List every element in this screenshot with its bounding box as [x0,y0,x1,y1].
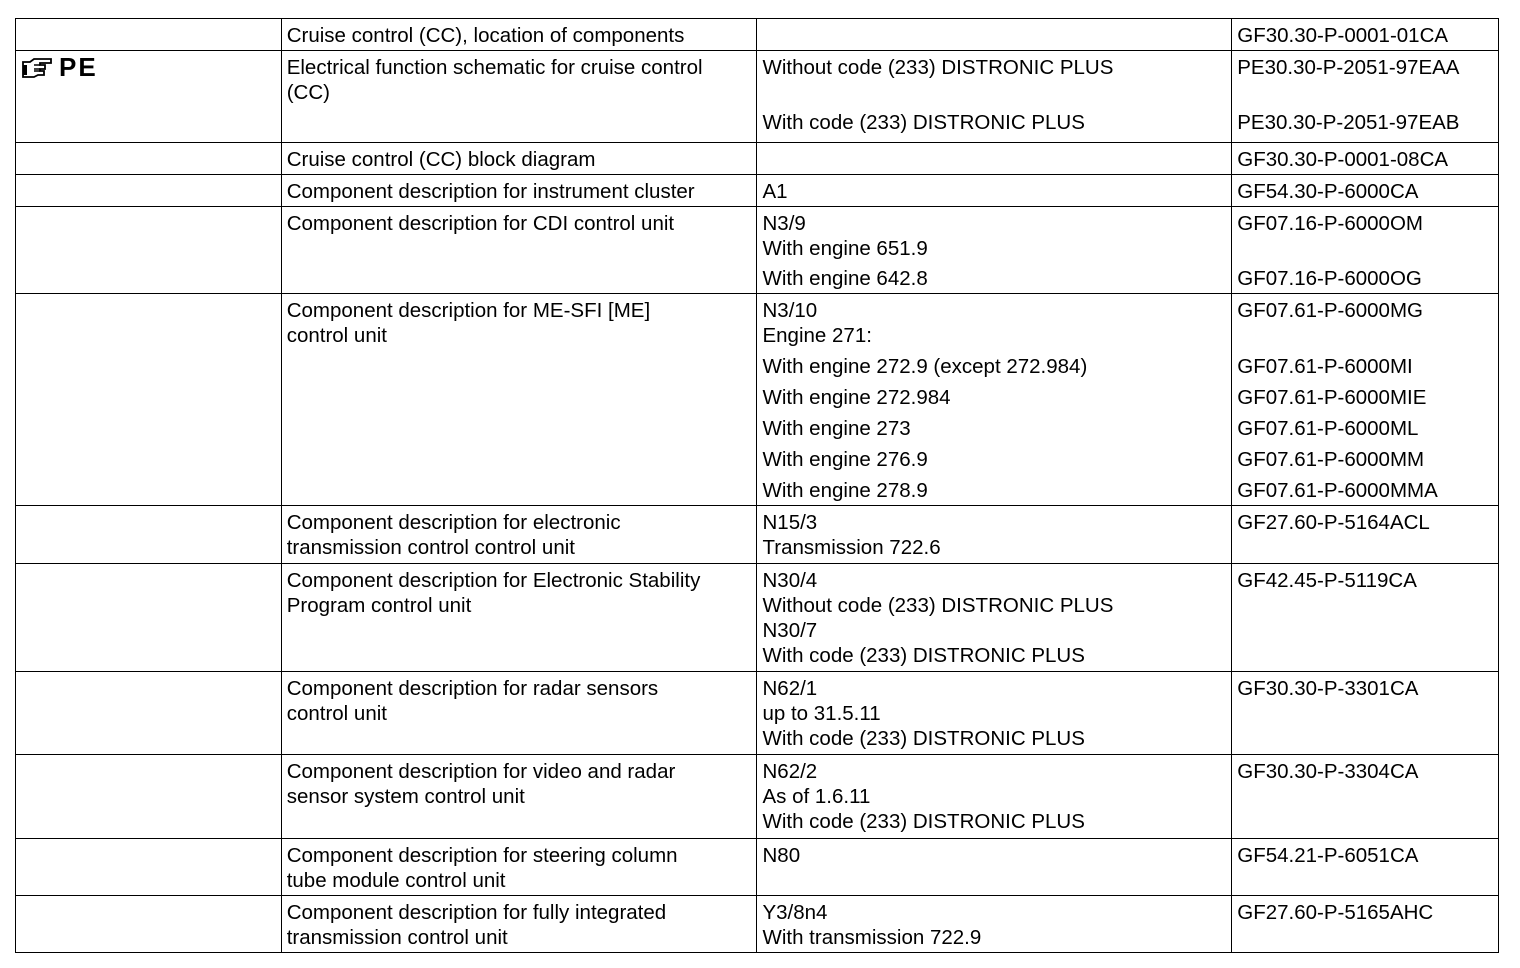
condition-text: Without code (233) DISTRONIC PLUS [762,56,1114,79]
table-row [16,207,1499,294]
reference-link[interactable]: GF07.61-P-6000MMA [1237,479,1438,502]
reference-cell [1232,896,1499,953]
description-text: control unit [286,324,387,347]
marker-cell [16,896,282,953]
condition-text: N80 [762,844,801,867]
condition-text: A1 [762,180,788,203]
table-row [16,896,1499,953]
reference-link[interactable]: GF27.60-P-5165AHC [1237,901,1434,924]
description-text: Component description for steering column [286,844,678,867]
description-cell [281,672,757,755]
description-text: tube module control unit [286,869,506,892]
condition-text: N3/9 [762,212,806,235]
reference-link[interactable]: GF54.30-P-6000CA [1237,180,1419,203]
condition-text: With code (233) DISTRONIC PLUS [762,644,1085,667]
reference-link[interactable]: PE30.30-P-2051-97EAB [1237,111,1460,134]
reference-link[interactable]: GF54.21-P-6051CA [1237,844,1419,867]
description-text: transmission control control unit [286,536,575,559]
reference-link[interactable]: GF27.60-P-5164ACL [1237,511,1430,534]
reference-link[interactable]: GF42.45-P-5119CA [1237,569,1417,592]
description-cell [281,896,757,953]
condition-cell [757,896,1232,953]
condition-cell [757,755,1232,839]
reference-link[interactable]: GF30.30-P-0001-08CA [1237,148,1449,171]
description-text: Cruise control (CC), location of components [286,24,685,47]
table-row [16,19,1499,51]
description-text: Component description for CDI control unit [286,212,675,235]
marker-cell [16,755,282,839]
description-text: Component description for radar sensors [286,677,659,700]
description-text: Component description for video and radar [286,760,676,783]
condition-text: N30/4 [762,569,818,592]
description-cell [281,51,757,143]
description-cell [281,207,757,294]
reference-cell [1232,506,1499,564]
condition-cell [757,506,1232,564]
description-text: Component description for electronic [286,511,621,534]
condition-text: With code (233) DISTRONIC PLUS [762,111,1085,134]
reference-table [15,18,1499,953]
table-row [16,175,1499,207]
description-text: control unit [286,702,387,725]
condition-text: N62/2 [762,760,818,783]
reference-link[interactable]: GF07.61-P-6000MM [1237,448,1425,471]
description-text: Electrical function schematic for cruise control [286,56,703,79]
marker-cell [16,294,282,506]
description-text: Component description for Electronic Stability [286,569,701,592]
pe-marker [21,52,276,82]
reference-link[interactable]: GF30.30-P-3304CA [1237,760,1419,783]
table-row [16,294,1499,506]
marker-cell [16,506,282,564]
condition-text: N15/3 [762,511,818,534]
description-text: Program control unit [286,594,472,617]
condition-cell [757,175,1232,207]
reference-cell [1232,143,1499,175]
condition-text: With transmission 722.9 [762,926,982,949]
reference-cell [1232,19,1499,51]
condition-text: With engine 278.9 [762,479,928,502]
condition-text: With code (233) DISTRONIC PLUS [762,727,1085,750]
condition-text: With engine 642.8 [762,267,928,290]
description-cell [281,294,757,506]
description-text: Cruise control (CC) block diagram [286,148,596,171]
reference-link[interactable]: GF07.61-P-6000MI [1237,355,1413,378]
description-cell [281,19,757,51]
condition-text: With engine 273 [762,417,911,440]
description-cell [281,143,757,175]
condition-cell [757,564,1232,672]
reference-link[interactable]: GF07.61-P-6000MG [1237,299,1423,322]
table-row [16,755,1499,839]
condition-cell [757,51,1232,143]
condition-text: N30/7 [762,619,818,642]
reference-cell [1232,294,1499,506]
reference-link[interactable]: GF07.61-P-6000MIE [1237,386,1427,409]
pe-label: PE [59,52,98,82]
reference-cell [1232,672,1499,755]
marker-cell [16,207,282,294]
condition-text: With code (233) DISTRONIC PLUS [762,810,1085,833]
condition-text: With engine 276.9 [762,448,928,471]
condition-text: Without code (233) DISTRONIC PLUS [762,594,1114,617]
description-text: transmission control unit [286,926,508,949]
marker-cell [16,19,282,51]
description-text: Component description for ME-SFI [ME] [286,299,651,322]
condition-text: Y3/8n4 [762,901,828,924]
table-row [16,143,1499,175]
table-row [16,839,1499,896]
marker-cell [16,175,282,207]
marker-cell [16,839,282,896]
marker-cell [16,564,282,672]
reference-cell [1232,564,1499,672]
marker-cell [16,143,282,175]
reference-link[interactable]: GF30.30-P-0001-01CA [1237,24,1449,47]
marker-cell [16,672,282,755]
description-text: (CC) [286,81,330,104]
reference-link[interactable]: GF07.61-P-6000ML [1237,417,1419,440]
description-text: sensor system control unit [286,785,525,808]
reference-link[interactable]: GF07.16-P-6000OM [1237,212,1423,235]
condition-text: Transmission 722.6 [762,536,941,559]
condition-text: As of 1.6.11 [762,785,871,808]
condition-text: N62/1 [762,677,818,700]
table-row [16,51,1499,143]
description-cell [281,175,757,207]
description-text: Component description for fully integrated [286,901,667,924]
marker-cell [16,51,282,143]
condition-cell [757,839,1232,896]
table-row [16,506,1499,564]
description-cell [281,839,757,896]
table-row [16,564,1499,672]
description-cell [281,755,757,839]
condition-cell [757,672,1232,755]
description-cell [281,506,757,564]
table-row [16,672,1499,755]
description-text: Component description for instrument cluster [286,180,695,203]
reference-cell [1232,839,1499,896]
condition-cell [757,19,1232,51]
condition-text: With engine 272.9 (except 272.984) [762,355,1088,378]
condition-cell [757,294,1232,506]
condition-text: With engine 651.9 [762,237,928,260]
reference-link[interactable]: GF07.16-P-6000OG [1237,267,1422,290]
reference-link[interactable]: GF30.30-P-3301CA [1237,677,1419,700]
reference-cell [1232,207,1499,294]
condition-text: N3/10 [762,299,818,322]
condition-text: Engine 271: [762,324,872,347]
condition-text: up to 31.5.11 [762,702,881,725]
reference-link[interactable]: PE30.30-P-2051-97EAA [1237,56,1460,79]
condition-text: With engine 272.984 [762,386,951,409]
condition-cell [757,143,1232,175]
condition-cell [757,207,1232,294]
reference-cell [1232,51,1499,143]
pointing-hand-icon [21,57,53,79]
reference-cell [1232,175,1499,207]
reference-cell [1232,755,1499,839]
description-cell [281,564,757,672]
